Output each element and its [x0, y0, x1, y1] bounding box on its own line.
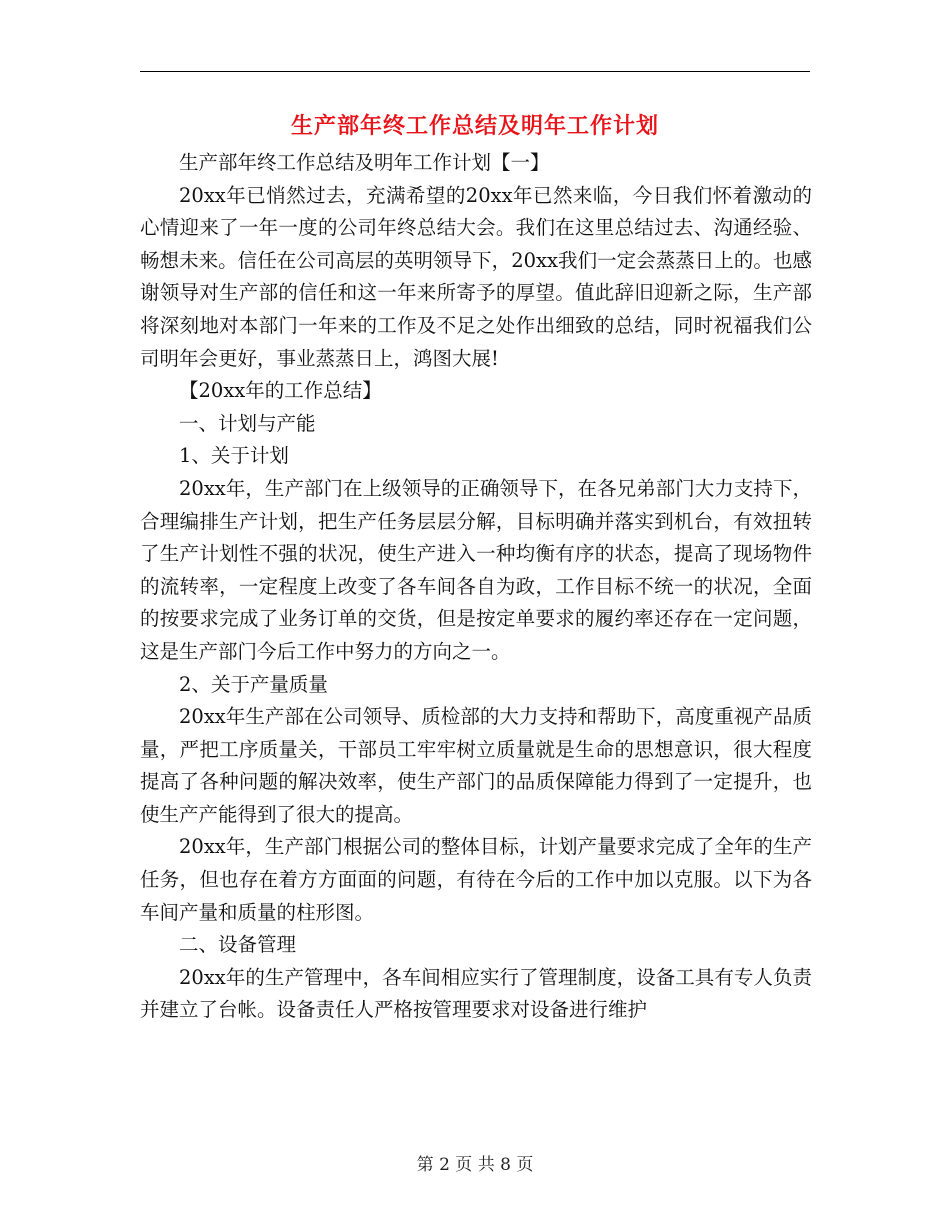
page-footer: 第 2 页 共 8 页	[416, 1155, 534, 1175]
subsection-heading: 2、关于产量质量	[179, 672, 328, 696]
document-body	[140, 147, 812, 1027]
document-title: 生产部年终工作总结及明年工作计划	[290, 113, 659, 139]
section-heading: 二、设备管理	[179, 933, 297, 957]
header-rule	[140, 71, 810, 72]
section-heading: 生产部年终工作总结及明年工作计划【一】	[179, 151, 550, 174]
body-paragraph: 20xx年已悄然过去，充满希望的20xx年已然来临，今日我们怀着激动的心情迎来了一年一度的公司年终总结大会。我们在这里总结过去、沟通经验、畅想未来。信任在公司高层的英明领导下，20xx我们一定会蒸蒸日上的。也感谢领导对生产部的信任和这一年来所寄予的厚望。值此辞旧迎新之际，生产部将深刻地对本部门一年来的工作及不足之处作出细致的总结，同时祝福我们公司明年会更好，事业蒸蒸日上，鸿图大展!	[140, 183, 812, 370]
body-paragraph: 20xx年生产部在公司领导、质检部的大力支持和帮助下，高度重视产品质量，严把工序质量关，干部员工牢牢树立质量就是生命的思想意识，很大程度提高了各种问题的解决效率，使生产部门的品质保障能力得到了一定提升，也使生产产能得到了很大的提高。	[140, 705, 812, 826]
body-paragraph: 20xx年，生产部门根据公司的整体目标，计划产量要求完成了全年的生产任务，但也存在着方方面面的问题，有待在今后的工作中加以克服。以下为各车间产量和质量的柱形图。	[140, 835, 812, 924]
section-heading: 【20xx年的工作总结】	[179, 379, 382, 403]
section-heading: 一、计划与产能	[179, 411, 316, 435]
subsection-heading: 1、关于计划	[179, 444, 289, 468]
body-paragraph: 20xx年，生产部门在上级领导的正确领导下，在各兄弟部门大力支持下，合理编排生产计划，把生产任务层层分解，目标明确并落实到机台，有效扭转了生产计划性不强的状况，使生产进入一种均衡有序的状态，提高了现场物件的流转率，一定程度上改变了各车间各自为政，工作目标不统一的状况，全面的按要求完成了业务订单的交货，但是按定单要求的履约率还存在一定问题，这是生产部门今后工作中努力的方向之一。	[140, 476, 812, 663]
body-paragraph: 20xx年的生产管理中，各车间相应实行了管理制度，设备工具有专人负责并建立了台帐。设备责任人严格按管理要求对设备进行维护	[140, 965, 812, 1022]
